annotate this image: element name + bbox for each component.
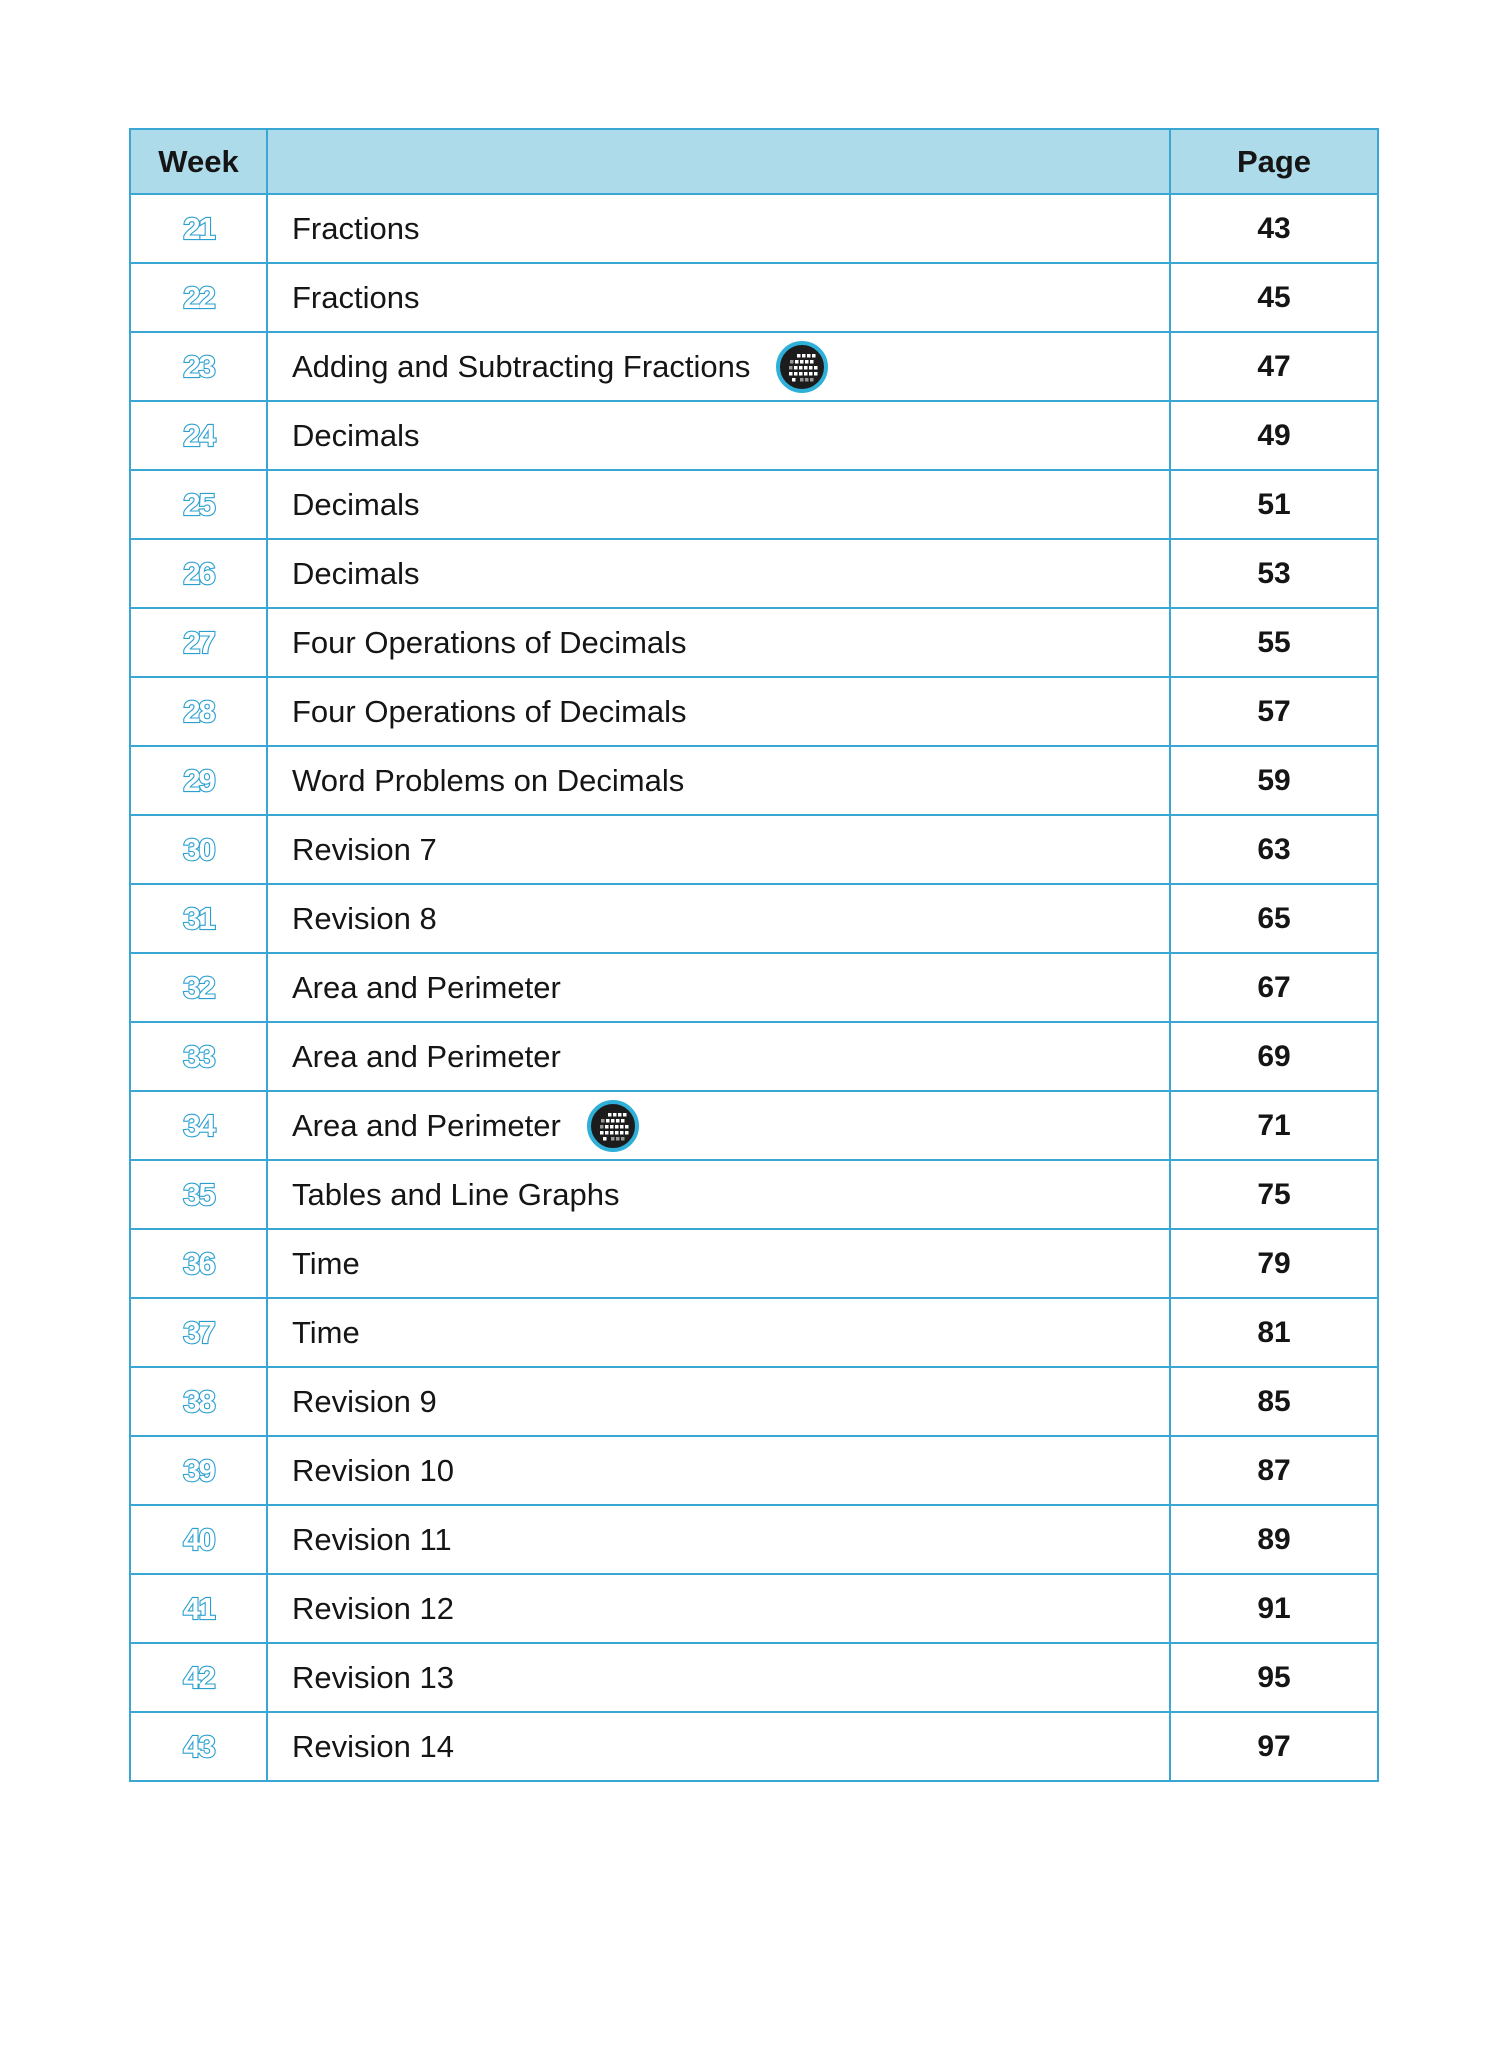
topic-title: Area and Perimeter bbox=[292, 1107, 561, 1143]
header-row bbox=[130, 129, 1378, 194]
table-row-week-37[interactable] bbox=[130, 1298, 1378, 1367]
topic-title: Area and Perimeter bbox=[292, 969, 561, 1005]
table-row-week-31[interactable] bbox=[130, 884, 1378, 953]
page-number: 91 bbox=[1170, 1574, 1378, 1643]
page-number: 95 bbox=[1170, 1643, 1378, 1712]
digital-resource-icon bbox=[776, 341, 828, 393]
week-number: 36 bbox=[130, 1229, 267, 1298]
week-number: 28 bbox=[130, 677, 267, 746]
topic-title: Revision 10 bbox=[292, 1452, 454, 1488]
week-number: 26 bbox=[130, 539, 267, 608]
topic-title: Time bbox=[292, 1245, 360, 1281]
topic-title: Revision 9 bbox=[292, 1383, 437, 1419]
table-row-week-29[interactable] bbox=[130, 746, 1378, 815]
table-row-week-22[interactable] bbox=[130, 263, 1378, 332]
table-row-week-30[interactable] bbox=[130, 815, 1378, 884]
table-row-week-27[interactable] bbox=[130, 608, 1378, 677]
week-number: 43 bbox=[130, 1712, 267, 1781]
table-row-week-34[interactable] bbox=[130, 1091, 1378, 1160]
table-row-week-26[interactable] bbox=[130, 539, 1378, 608]
topic-title: Revision 14 bbox=[292, 1728, 454, 1764]
topic-cell bbox=[267, 608, 1170, 677]
page-number: 89 bbox=[1170, 1505, 1378, 1574]
topic-title: Four Operations of Decimals bbox=[292, 624, 687, 660]
table-row-week-35[interactable] bbox=[130, 1160, 1378, 1229]
week-header: Week bbox=[130, 129, 267, 194]
topic-title: Revision 12 bbox=[292, 1590, 454, 1626]
topic-cell bbox=[267, 1229, 1170, 1298]
table-of-contents bbox=[129, 128, 1379, 1782]
topic-cell bbox=[267, 1505, 1170, 1574]
topic-cell bbox=[267, 1436, 1170, 1505]
page-number: 49 bbox=[1170, 401, 1378, 470]
topic-cell bbox=[267, 815, 1170, 884]
topic-cell bbox=[267, 1367, 1170, 1436]
page-number: 45 bbox=[1170, 263, 1378, 332]
topic-cell bbox=[267, 1298, 1170, 1367]
week-number: 29 bbox=[130, 746, 267, 815]
topic-title: Decimals bbox=[292, 417, 420, 453]
topic-cell bbox=[267, 1712, 1170, 1781]
topic-title: Four Operations of Decimals bbox=[292, 693, 687, 729]
table-row-week-43[interactable] bbox=[130, 1712, 1378, 1781]
topic-title: Time bbox=[292, 1314, 360, 1350]
page-number: 43 bbox=[1170, 194, 1378, 263]
table-row-week-32[interactable] bbox=[130, 953, 1378, 1022]
topic-title: Revision 11 bbox=[292, 1521, 452, 1557]
week-number: 31 bbox=[130, 884, 267, 953]
table-body bbox=[130, 194, 1378, 1781]
topic-title: Revision 13 bbox=[292, 1659, 454, 1695]
table-row-week-38[interactable] bbox=[130, 1367, 1378, 1436]
page-header: Page bbox=[1170, 129, 1378, 194]
table-row-week-28[interactable] bbox=[130, 677, 1378, 746]
week-number: 32 bbox=[130, 953, 267, 1022]
page-number: 79 bbox=[1170, 1229, 1378, 1298]
topic-cell bbox=[267, 1022, 1170, 1091]
table-row-week-41[interactable] bbox=[130, 1574, 1378, 1643]
digital-resource-icon bbox=[587, 1100, 639, 1152]
week-number: 38 bbox=[130, 1367, 267, 1436]
page-number: 81 bbox=[1170, 1298, 1378, 1367]
topic-cell bbox=[267, 194, 1170, 263]
week-number: 39 bbox=[130, 1436, 267, 1505]
page-number: 51 bbox=[1170, 470, 1378, 539]
topic-header bbox=[267, 129, 1170, 194]
topic-title: Decimals bbox=[292, 555, 420, 591]
page-number: 85 bbox=[1170, 1367, 1378, 1436]
table-row-week-33[interactable] bbox=[130, 1022, 1378, 1091]
week-number: 21 bbox=[130, 194, 267, 263]
page-number: 65 bbox=[1170, 884, 1378, 953]
week-number: 35 bbox=[130, 1160, 267, 1229]
table-row-week-36[interactable] bbox=[130, 1229, 1378, 1298]
topic-cell bbox=[267, 332, 1170, 401]
week-number: 22 bbox=[130, 263, 267, 332]
week-number: 34 bbox=[130, 1091, 267, 1160]
topic-cell bbox=[267, 263, 1170, 332]
week-number: 30 bbox=[130, 815, 267, 884]
table-row-week-39[interactable] bbox=[130, 1436, 1378, 1505]
page-number: 59 bbox=[1170, 746, 1378, 815]
page-number: 97 bbox=[1170, 1712, 1378, 1781]
page-number: 87 bbox=[1170, 1436, 1378, 1505]
topic-cell bbox=[267, 1160, 1170, 1229]
table-row-week-40[interactable] bbox=[130, 1505, 1378, 1574]
topic-title: Word Problems on Decimals bbox=[292, 762, 685, 798]
week-number: 33 bbox=[130, 1022, 267, 1091]
topic-title: Area and Perimeter bbox=[292, 1038, 561, 1074]
page-number: 53 bbox=[1170, 539, 1378, 608]
topic-cell bbox=[267, 746, 1170, 815]
topic-cell bbox=[267, 953, 1170, 1022]
topic-cell bbox=[267, 1643, 1170, 1712]
page-number: 55 bbox=[1170, 608, 1378, 677]
table-row-week-24[interactable] bbox=[130, 401, 1378, 470]
topic-title: Tables and Line Graphs bbox=[292, 1176, 620, 1212]
week-number: 24 bbox=[130, 401, 267, 470]
topic-title: Revision 7 bbox=[292, 831, 437, 867]
topic-title: Adding and Subtracting Fractions bbox=[292, 348, 751, 384]
page-number: 69 bbox=[1170, 1022, 1378, 1091]
topic-cell bbox=[267, 884, 1170, 953]
table-row-week-23[interactable] bbox=[130, 332, 1378, 401]
week-number: 40 bbox=[130, 1505, 267, 1574]
page-number: 71 bbox=[1170, 1091, 1378, 1160]
table-row-week-25[interactable] bbox=[130, 470, 1378, 539]
page-number: 63 bbox=[1170, 815, 1378, 884]
page-number: 67 bbox=[1170, 953, 1378, 1022]
page-number: 75 bbox=[1170, 1160, 1378, 1229]
topic-title: Fractions bbox=[292, 279, 420, 315]
table-row-week-42[interactable] bbox=[130, 1643, 1378, 1712]
week-number: 23 bbox=[130, 332, 267, 401]
table-row-week-21[interactable] bbox=[130, 194, 1378, 263]
week-number: 41 bbox=[130, 1574, 267, 1643]
topic-cell bbox=[267, 1091, 1170, 1160]
topic-cell bbox=[267, 470, 1170, 539]
page-number: 47 bbox=[1170, 332, 1378, 401]
week-number: 25 bbox=[130, 470, 267, 539]
topic-cell bbox=[267, 1574, 1170, 1643]
week-number: 42 bbox=[130, 1643, 267, 1712]
topic-title: Revision 8 bbox=[292, 900, 437, 936]
page-number: 57 bbox=[1170, 677, 1378, 746]
week-number: 37 bbox=[130, 1298, 267, 1367]
topic-cell bbox=[267, 539, 1170, 608]
topic-cell bbox=[267, 401, 1170, 470]
week-number: 27 bbox=[130, 608, 267, 677]
topic-title: Decimals bbox=[292, 486, 420, 522]
topic-title: Fractions bbox=[292, 210, 420, 246]
topic-cell bbox=[267, 677, 1170, 746]
